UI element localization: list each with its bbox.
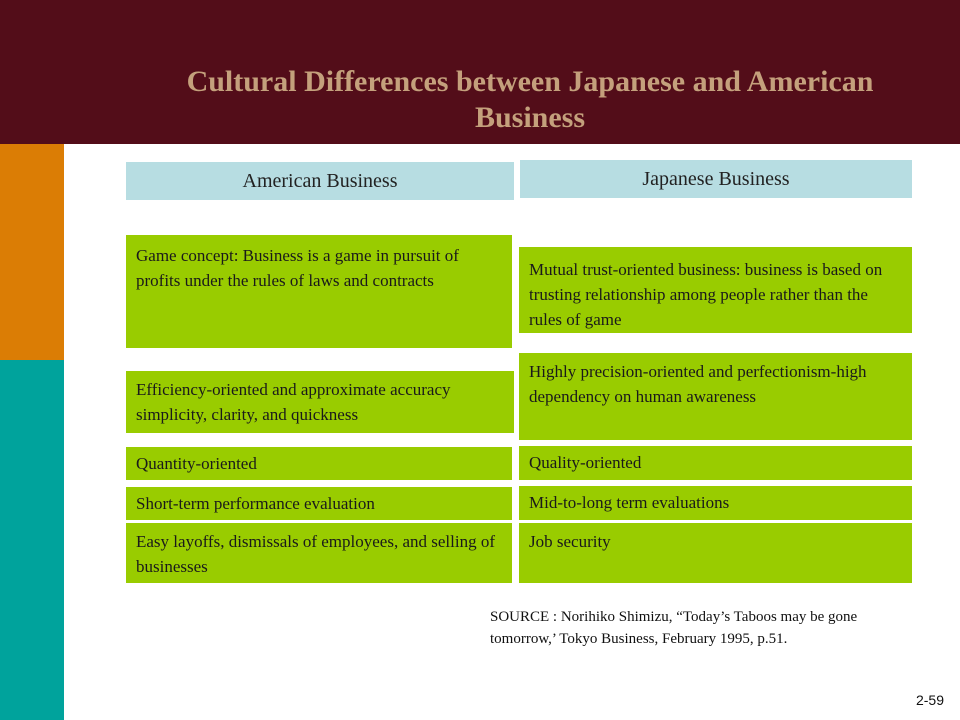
source-citation: SOURCE : Norihiko Shimizu, “Today’s Taboos may be gone tomorrow,’ Tokyo Business, February 1995, p.51.: [490, 609, 858, 647]
slide-title: Cultural Differences between Japanese and American Business: [186, 65, 874, 134]
american-cell-layoffs: Easy layoffs, dismissals of employees, and selling of businesses: [126, 523, 512, 583]
american-cell-game-concept: Game concept: Business is a game in pursuit of profits under the rules of laws and contracts: [126, 235, 512, 348]
japanese-cell-job-security: Job security: [519, 523, 912, 583]
column-header-japanese: Japanese Business: [520, 160, 912, 198]
american-cell-quantity: Quantity-oriented: [126, 447, 512, 480]
teal-side-bar: [0, 360, 64, 720]
column-header-american: American Business: [126, 162, 514, 200]
japanese-cell-quality: Quality-oriented: [519, 446, 912, 480]
japanese-cell-mutual-trust: Mutual trust-oriented business: business is based on trusting relationship among people rather than the rules of game: [519, 247, 912, 333]
title-banner: [0, 0, 960, 144]
american-cell-short-term: Short-term performance evaluation: [126, 487, 512, 520]
japanese-cell-mid-long-term: Mid-to-long term evaluations: [519, 486, 912, 520]
orange-side-bar: [0, 144, 64, 360]
japanese-cell-precision: Highly precision-oriented and perfectionism-high dependency on human awareness: [519, 353, 912, 440]
american-cell-efficiency: Efficiency-oriented and approximate accuracy simplicity, clarity, and quickness: [126, 371, 514, 433]
page-number: 2-59: [915, 692, 944, 708]
